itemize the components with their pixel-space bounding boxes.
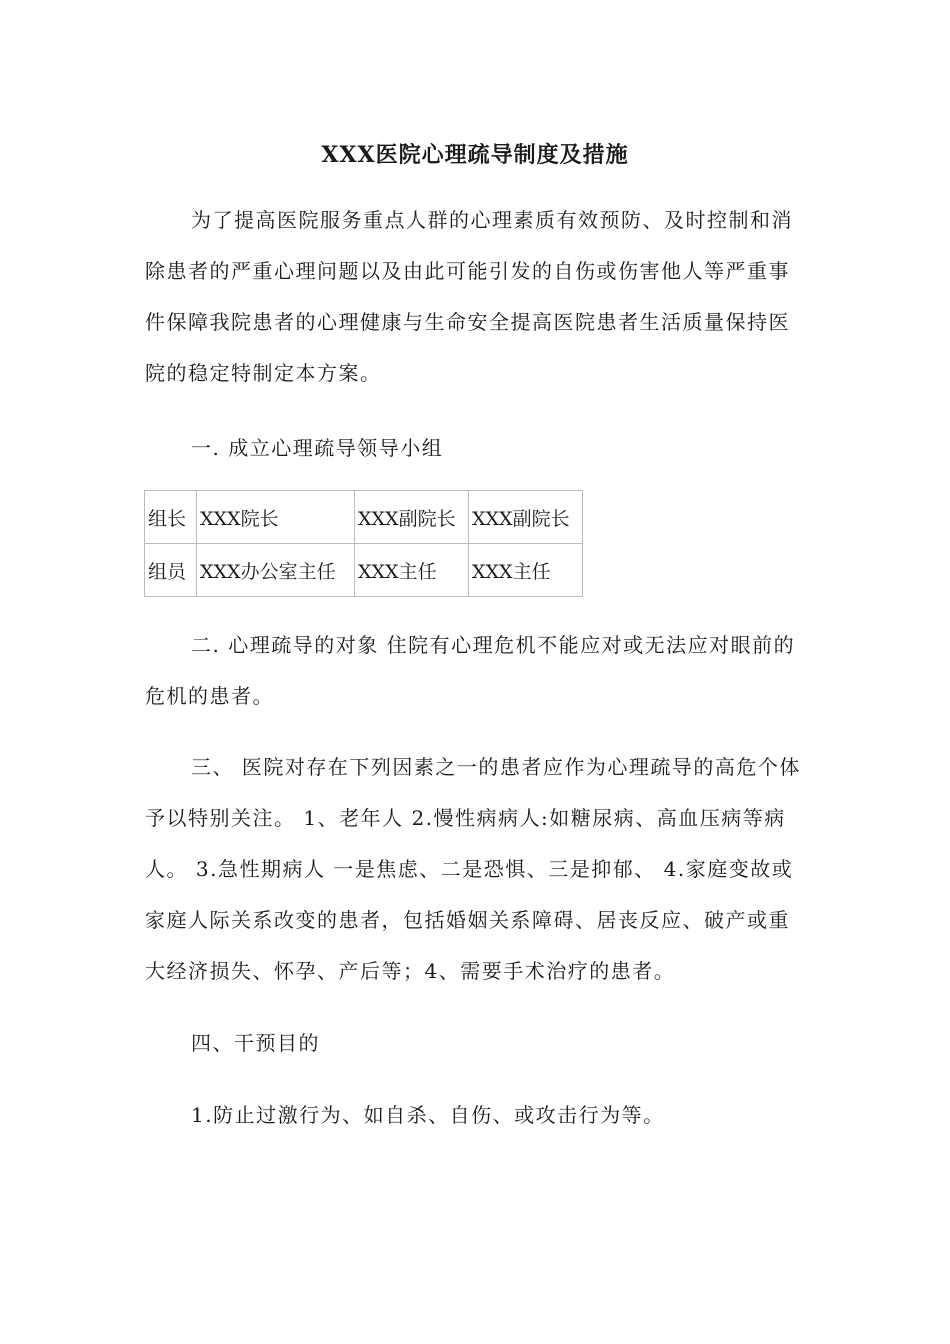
table-cell: 组员 xyxy=(145,544,197,597)
section3-paragraph: 三、 医院对存在下列因素之一的患者应作为心理疏导的高危个体予以特别关注。 1、老年人 2.慢性病病人:如糖尿病、高血压病等病人。 3.急性期病人 一是焦虑、二是恐惧、三是抑郁、 4.家庭变故或家庭人际关系改变的患者，包括婚姻关系障碍、居丧反应、破产或重大经济损失、怀孕、产后等；4、需要手术治疗的患者。 xyxy=(145,755,801,983)
leadership-team-table xyxy=(144,490,583,597)
table-cell: XXX主任 xyxy=(355,544,469,597)
section4-heading: 四、干预目的 xyxy=(191,1031,320,1055)
table-cell: XXX副院长 xyxy=(355,491,469,544)
table-cell: XXX院长 xyxy=(197,491,355,544)
document-title: XXX医院心理疏导制度及措施 xyxy=(321,142,629,168)
section2-paragraph: 二. 心理疏导的对象 住院有心理危机不能应对或无法应对眼前的危机的患者。 xyxy=(145,633,796,708)
intro-paragraph: 为了提高医院服务重点人群的心理素质有效预防、及时控制和消除患者的严重心理问题以及由此可能引发的自伤或伤害他人等严重事件保障我院患者的心理健康与生命安全提高医院患者生活质量保持医院的稳定特制定本方案。 xyxy=(145,208,793,385)
table-row xyxy=(145,544,583,597)
table-cell: XXX办公室主任 xyxy=(197,544,355,597)
table-row xyxy=(145,491,583,544)
table-cell: 组长 xyxy=(145,491,197,544)
list-item: 1.防止过激行为、如自杀、自伤、或攻击行为等。 xyxy=(191,1103,665,1127)
section1-heading: 一. 成立心理疏导领导小组 xyxy=(191,436,444,460)
table-cell: XXX主任 xyxy=(469,544,583,597)
table-cell: XXX副院长 xyxy=(469,491,583,544)
